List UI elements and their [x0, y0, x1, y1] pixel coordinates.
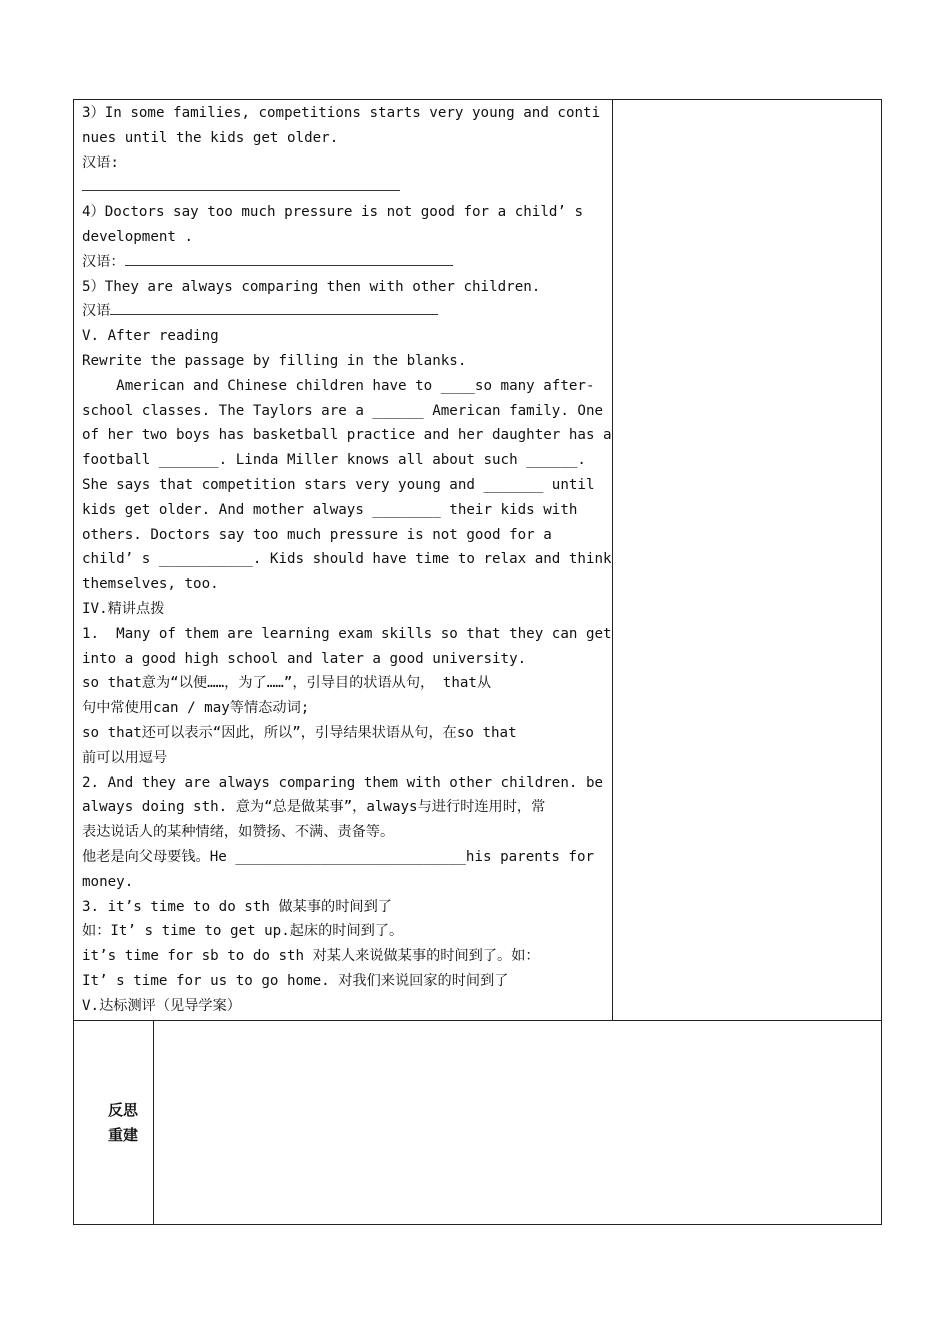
- text-line: [82, 572, 607, 597]
- answer-blank[interactable]: [110, 300, 438, 315]
- text-line: [82, 671, 607, 696]
- text-line: [82, 647, 607, 672]
- text-line: [82, 771, 607, 796]
- reflection-label-line2: 重建: [108, 1126, 139, 1144]
- line-text: so that还可以表示“因此，所以”，引导结果状语从句，在so that: [82, 724, 517, 741]
- text-line: [82, 101, 607, 126]
- text-line: [82, 423, 612, 448]
- line-text: Rewrite the passage by filling in the blanks.: [82, 352, 467, 369]
- text-line: [82, 969, 607, 994]
- text-line: [82, 597, 607, 622]
- lesson-content-cell: [82, 101, 612, 1018]
- line-text: 3）In some families, competitions starts very young and conti: [82, 105, 601, 121]
- line-text: 表达说话人的某种情绪，如赞扬、不满、责备等。: [82, 824, 395, 841]
- line-text: 前可以用逗号: [82, 749, 168, 766]
- line-text: kids get older. And mother always ________ their kids with: [82, 501, 578, 518]
- text-line: [82, 151, 607, 176]
- text-line: [82, 895, 607, 920]
- text-line: [82, 523, 607, 548]
- text-line: [82, 299, 607, 324]
- line-text: American and Chinese children have to ____so many after-: [82, 377, 595, 394]
- column-divider: [612, 99, 613, 1021]
- line-text: 句中常使用can / may等情态动词;: [82, 700, 310, 717]
- line-text: V. After reading: [82, 328, 219, 345]
- text-line: [82, 696, 607, 721]
- text-line: [82, 175, 607, 200]
- text-line: [82, 721, 607, 746]
- text-line: [82, 498, 607, 523]
- text-line: [82, 870, 607, 895]
- line-text: nues until the kids get older.: [82, 129, 339, 146]
- line-text: 1. Many of them are learning exam skills so that they can get: [82, 625, 612, 642]
- text-line: [82, 547, 612, 572]
- text-line: [82, 349, 607, 374]
- reflection-label: [108, 1098, 148, 1148]
- text-line: [82, 374, 607, 399]
- text-line: [82, 200, 607, 225]
- line-text: She says that competition stars very young and _______ until: [82, 476, 595, 493]
- line-text: of her two boys has basketball practice and her daughter has a: [82, 427, 612, 444]
- line-text: themselves, too.: [82, 576, 219, 593]
- reflection-divider: [153, 1021, 154, 1225]
- line-text: 4）Doctors say too much pressure is not good for a child’ s: [82, 204, 584, 221]
- text-line: [82, 448, 607, 473]
- line-text: 汉语:: [82, 154, 119, 171]
- line-text: money.: [82, 873, 134, 890]
- text-line: [82, 746, 607, 771]
- line-text: school classes. The Taylors are a ______ American family. One: [82, 402, 604, 419]
- line-text: into a good high school and later a good university.: [82, 650, 527, 667]
- text-line: [82, 250, 607, 275]
- answer-blank[interactable]: [125, 251, 453, 266]
- line-text: others. Doctors say too much pressure is not good for a: [82, 526, 552, 543]
- text-line: [82, 622, 612, 647]
- text-line: [82, 473, 607, 498]
- line-text: 5）They are always comparing then with other children.: [82, 278, 541, 295]
- text-line: [82, 126, 607, 151]
- line-text: 汉语: [82, 303, 111, 320]
- text-line: [82, 795, 607, 820]
- text-line: [82, 399, 607, 424]
- line-text: 如：It’ s time to get up.起床的时间到了。: [82, 923, 404, 940]
- text-line: [82, 944, 607, 969]
- line-text: 2. And they are always comparing them with other children. be: [82, 774, 604, 791]
- line-text: so that意为“以便……，为了……”，引导目的状语从句， that从: [82, 675, 492, 692]
- line-text: child’ s ___________. Kids should have time to relax and think: [82, 551, 612, 568]
- text-line: [82, 820, 607, 845]
- line-text: 汉语：: [82, 253, 125, 270]
- reflection-table: [73, 1021, 882, 1225]
- line-text: 3. it’s time to do sth 做某事的时间到了: [82, 898, 392, 915]
- text-line: [82, 324, 607, 349]
- line-text: IV.精讲点拨: [82, 600, 165, 617]
- text-line: [82, 919, 607, 944]
- reflection-label-line1: 反思: [108, 1101, 139, 1119]
- text-line: [82, 275, 607, 300]
- line-text: always doing sth. 意为“总是做某事”，always与进行时连用时，常: [82, 799, 546, 816]
- answer-blank[interactable]: [82, 176, 400, 191]
- line-text: 他老是向父母要钱。He ___________________________his parents for: [82, 848, 595, 865]
- line-text: football _______. Linda Miller knows all about such ______.: [82, 452, 586, 469]
- line-text: it’s time for sb to do sth 对某人来说做某事的时间到了。如：: [82, 948, 540, 965]
- line-text: development .: [82, 228, 194, 245]
- line-text: V.达标测评（见导学案）: [82, 997, 241, 1014]
- text-line: [82, 225, 607, 250]
- text-line: [82, 994, 607, 1019]
- line-text: It’ s time for us to go home. 对我们来说回家的时间到了: [82, 972, 509, 989]
- text-line: [82, 845, 607, 870]
